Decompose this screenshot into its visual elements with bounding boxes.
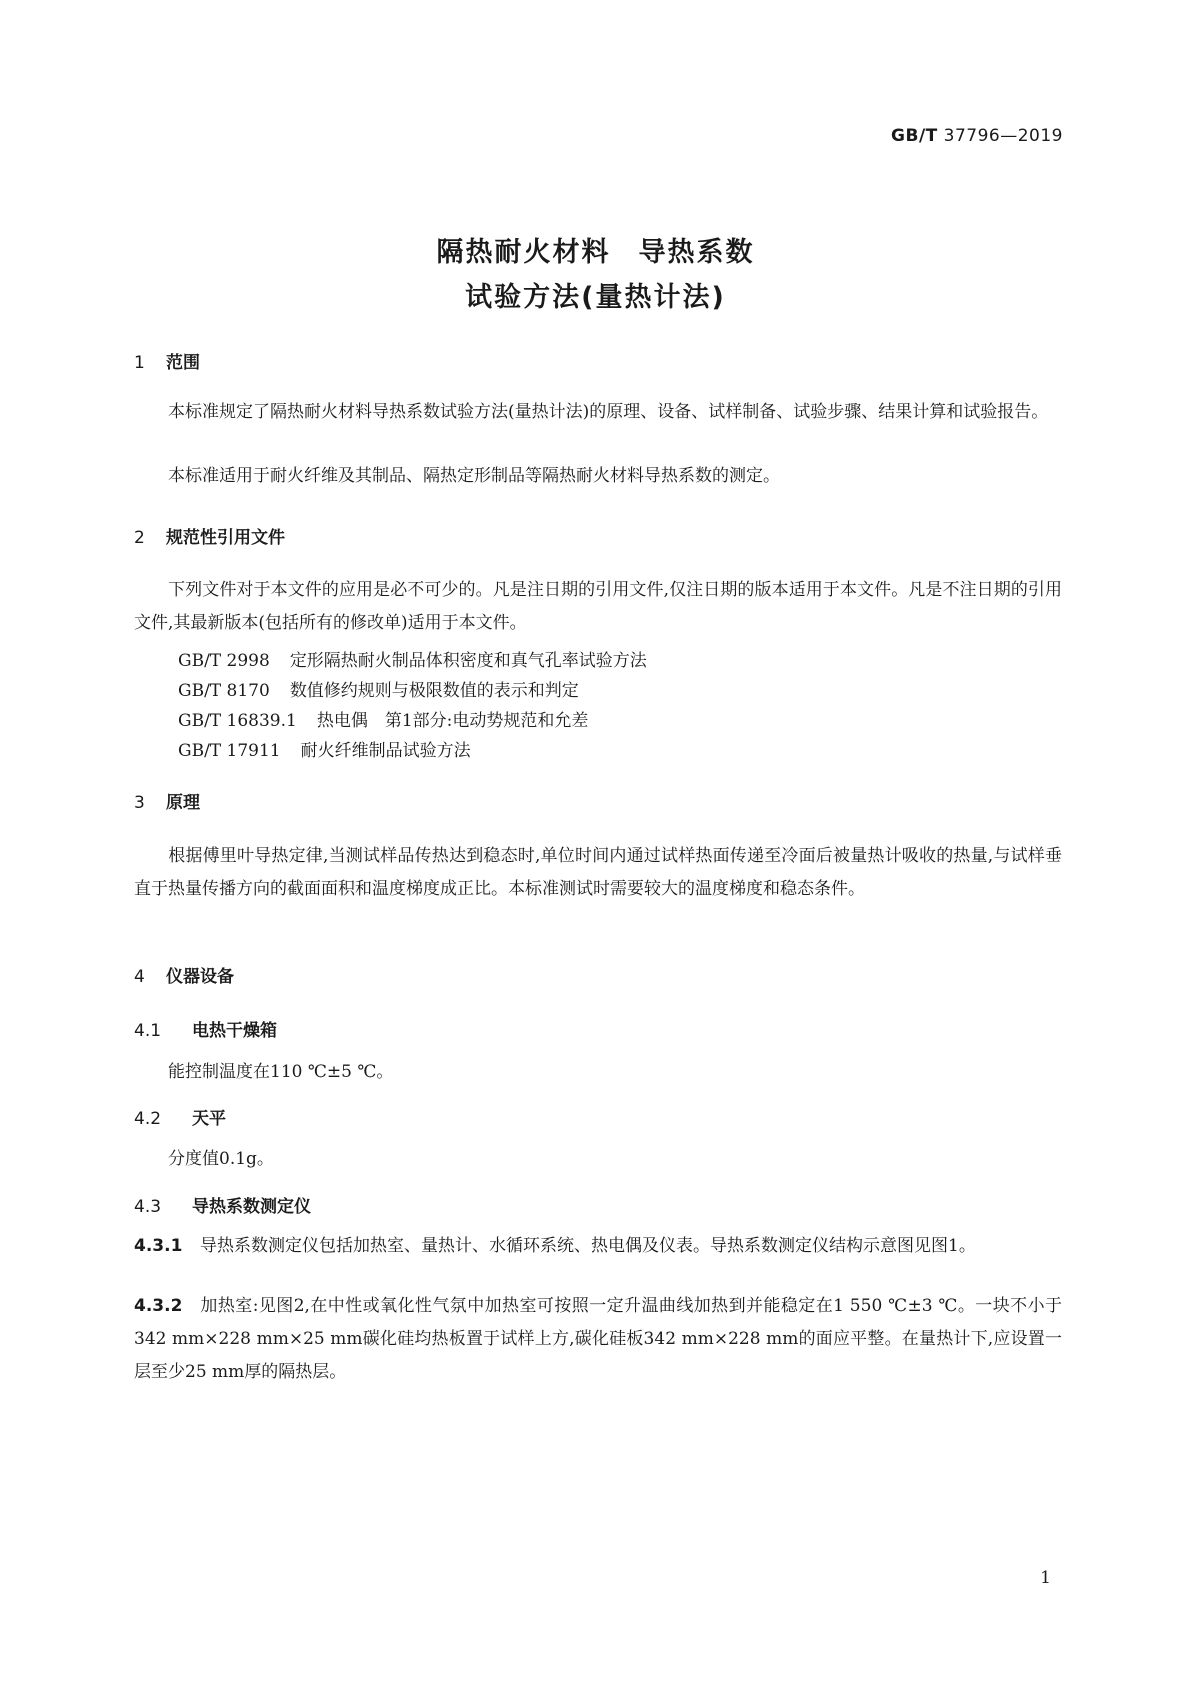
paragraph-text: 下列文件对于本文件的应用是必不可少的。凡是注日期的引用文件,仅注日期的版本适用于本文件。凡是不注日期的引用文件,其最新版本(包括所有的修改单)适用于本文件。 — [134, 580, 1062, 633]
document-title-line1 — [0, 230, 1191, 269]
reference-item — [178, 706, 588, 731]
section-number: 2 — [134, 528, 145, 548]
standard-prefix: GB/T — [891, 126, 938, 146]
section-4-3-heading — [134, 1192, 311, 1217]
section-number: 4.2 — [134, 1109, 162, 1129]
clause-text: 加热室:见图2,在中性或氧化性气氛中加热室可按照一定升温曲线加热到并能稳定在1 550 ℃±3 ℃。一块不小于342 mm×228 mm×25 mm碳化硅均热板置于试样上方,碳化硅板342 mm×228 mm的面应平整。在量热计下,应设置一层至少25 mm厚的隔热层。 — [134, 1296, 1062, 1382]
reference-code: GB/T 16839.1 — [178, 711, 297, 731]
clause-number: 4.3.2 — [134, 1296, 183, 1316]
section-4-heading — [134, 962, 234, 987]
reference-item — [178, 736, 471, 761]
title-part-a: 隔热耐火材料 — [436, 237, 611, 268]
section-title: 范围 — [166, 353, 200, 373]
section-number: 4.3 — [134, 1197, 162, 1217]
reference-title: 热电偶 第1部分:电动势规范和允差 — [316, 711, 589, 731]
section-4-1-paragraph — [134, 1056, 1062, 1089]
reference-item — [178, 646, 647, 671]
reference-title: 定形隔热耐火制品体积密度和真气孔率试验方法 — [289, 651, 647, 671]
section-title: 天平 — [192, 1109, 226, 1129]
section-number: 1 — [134, 353, 145, 373]
section-1-paragraph-2 — [134, 460, 1062, 493]
reference-title: 数值修约规则与极限数值的表示和判定 — [289, 681, 579, 701]
reference-title: 耐火纤维制品试验方法 — [300, 741, 471, 761]
section-2-heading — [134, 523, 285, 548]
clause-text: 导热系数测定仪包括加热室、量热计、水循环系统、热电偶及仪表。导热系数测定仪结构示意图见图1。 — [200, 1236, 976, 1256]
clause-4-3-2 — [134, 1290, 1062, 1389]
section-1-heading — [134, 348, 200, 373]
section-title: 原理 — [166, 793, 200, 813]
paragraph-text: 根据傅里叶导热定律,当测试样品传热达到稳态时,单位时间内通过试样热面传递至冷面后被量热计吸收的热量,与试样垂直于热量传播方向的截面面积和温度梯度成正比。本标准测试时需要较大的温度梯度和稳态条件。 — [134, 846, 1062, 899]
section-number: 4.1 — [134, 1021, 162, 1041]
section-4-2-paragraph — [134, 1143, 1062, 1176]
section-title: 电热干燥箱 — [192, 1021, 277, 1041]
section-3-heading — [134, 788, 200, 813]
reference-code: GB/T 17911 — [178, 741, 281, 761]
title-part-b: 导热系数 — [638, 237, 755, 268]
reference-code: GB/T 2998 — [178, 651, 270, 671]
reference-item — [178, 676, 579, 701]
section-number: 3 — [134, 793, 145, 813]
clause-4-3-1 — [134, 1230, 1062, 1263]
section-title: 导热系数测定仪 — [192, 1197, 311, 1217]
section-4-1-heading — [134, 1016, 277, 1041]
document-title-line2: 试验方法(量热计法) — [465, 282, 726, 313]
section-3-paragraph-1 — [134, 840, 1062, 906]
section-1-paragraph-1 — [134, 396, 1062, 429]
section-title: 仪器设备 — [166, 967, 234, 987]
paragraph-text: 能控制温度在110 ℃±5 ℃。 — [168, 1062, 394, 1082]
paragraph-text: 本标准适用于耐火纤维及其制品、隔热定形制品等隔热耐火材料导热系数的测定。 — [168, 466, 780, 486]
clause-number: 4.3.1 — [134, 1236, 183, 1256]
standard-code — [891, 126, 1063, 146]
section-title: 规范性引用文件 — [166, 528, 285, 548]
section-4-2-heading — [134, 1104, 226, 1129]
page-number: 1 — [1040, 1568, 1051, 1588]
paragraph-text: 分度值0.1g。 — [168, 1149, 274, 1169]
section-number: 4 — [134, 967, 145, 987]
standard-number: 37796—2019 — [943, 126, 1063, 146]
paragraph-text: 本标准规定了隔热耐火材料导热系数试验方法(量热计法)的原理、设备、试样制备、试验步骤、结果计算和试验报告。 — [168, 402, 1049, 422]
section-2-paragraph-1 — [134, 574, 1062, 640]
reference-code: GB/T 8170 — [178, 681, 270, 701]
